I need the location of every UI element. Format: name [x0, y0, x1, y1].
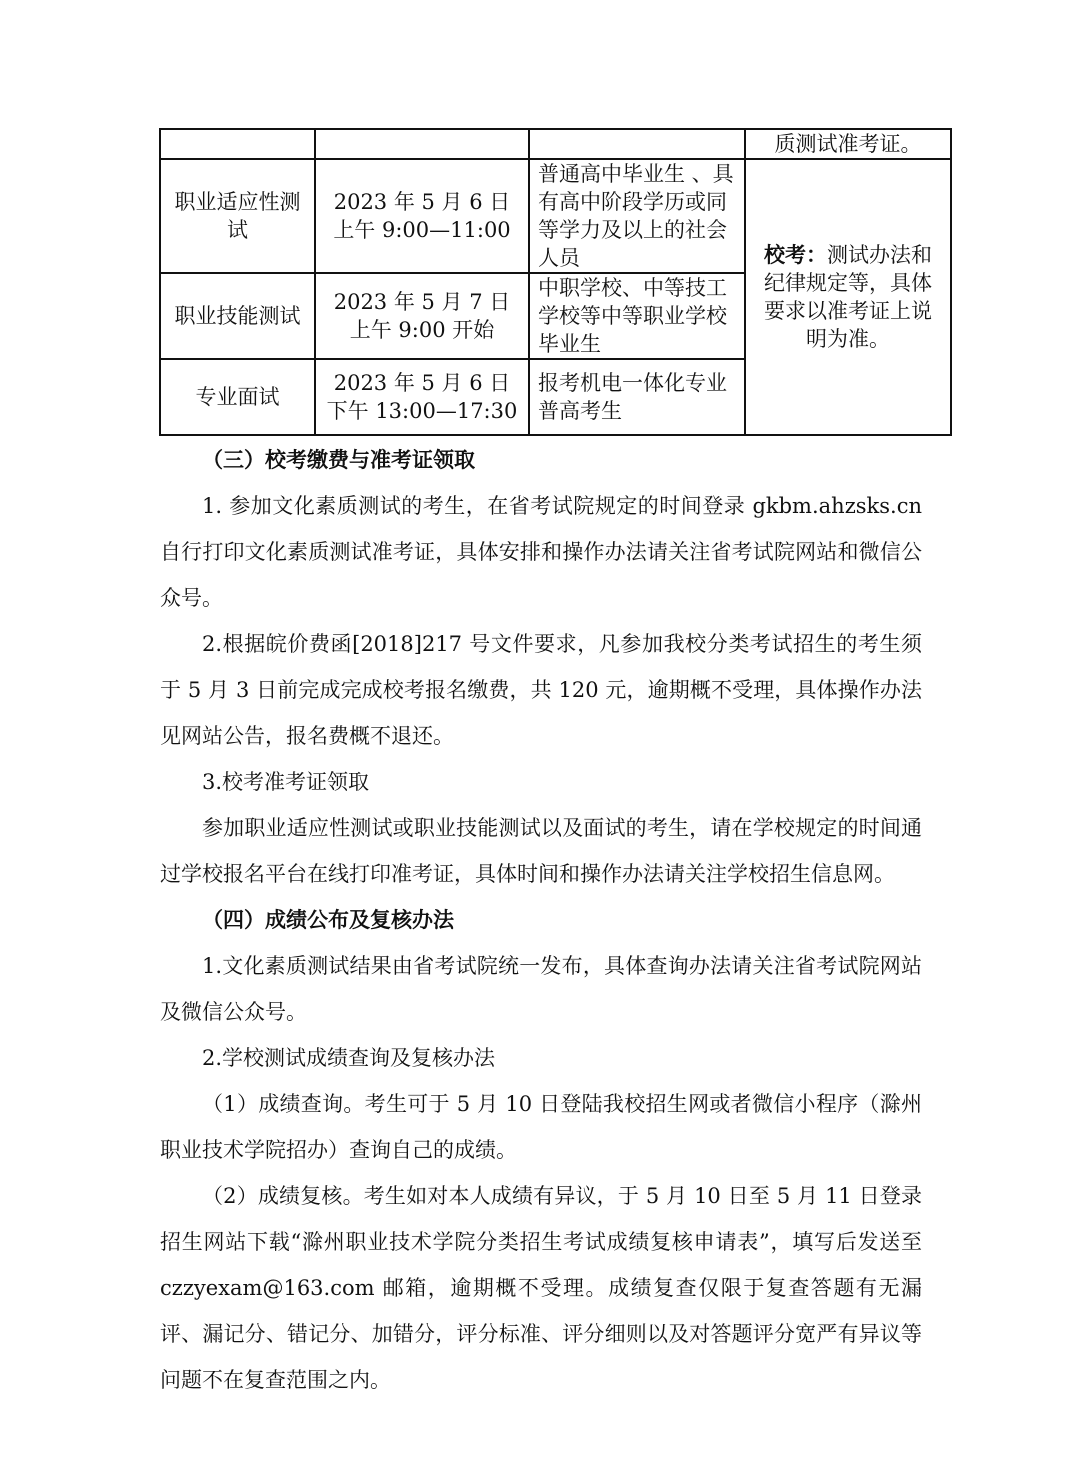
table-cell-type: 职业技能测试 — [160, 273, 315, 359]
exam-date: 2023 年 5 月 7 日 — [333, 290, 511, 314]
table-row-continuation — [160, 129, 951, 159]
table-cell-empty — [315, 129, 529, 159]
table-cell-datetime — [315, 159, 529, 273]
paragraph: 2.学校测试成绩查询及复核办法 — [202, 1046, 496, 1070]
paragraph: 参加职业适应性测试或职业技能测试以及面试的考生，请在学校规定的时间通过学校报名平台在线打印准考证，具体时间和操作办法请关注学校招生信息网。 — [160, 816, 922, 886]
table-cell-empty — [529, 129, 745, 159]
note-text: 测试办法和纪律规定等，具体要求以准考证上说明为准。 — [764, 243, 932, 351]
table-cell-datetime — [315, 359, 529, 435]
table-cell-type: 职业适应性测试 — [160, 159, 315, 273]
table-cell-target: 中职学校、中等技工学校等中等职业学校毕业生 — [529, 273, 745, 359]
paragraph: 2.根据皖价费函[2018]217 号文件要求，凡参加我校分类考试招生的考生须于 5 月 3 日前完成完成校考报名缴费，共 120 元，逾期概不受理，具体操作办法见网站公告，报名费概不退还。 — [160, 632, 922, 748]
table-cell-type: 专业面试 — [160, 359, 315, 435]
paragraph: 1. 参加文化素质测试的考生，在省考试院规定的时间登录 gkbm.ahzsks.cn 自行打印文化素质测试准考证，具体安排和操作办法请关注省考试院网站和微信公众号。 — [160, 494, 922, 610]
exam-time: 上午 9:00—11:00 — [333, 218, 511, 242]
table-row — [160, 159, 951, 273]
exam-time: 上午 9:00 开始 — [349, 318, 495, 342]
document-body — [160, 437, 922, 1403]
table-cell-notes: 质测试准考证。 — [745, 129, 951, 159]
paragraph: （1）成绩查询。考生可于 5 月 10 日登陆我校招生网或者微信小程序（滁州职业技术学院招办）查询自己的成绩。 — [160, 1092, 922, 1162]
section-heading: （四）成绩公布及复核办法 — [202, 907, 454, 932]
note-label: 校考： — [764, 242, 827, 267]
exam-date: 2023 年 5 月 6 日 — [333, 371, 511, 395]
table-cell-datetime — [315, 273, 529, 359]
table-cell-empty — [160, 129, 315, 159]
exam-time: 下午 13:00—17:30 — [326, 399, 518, 423]
paragraph: 3.校考准考证领取 — [202, 770, 370, 794]
paragraph: 1.文化素质测试结果由省考试院统一发布，具体查询办法请关注省考试院网站及微信公众号。 — [160, 954, 922, 1024]
paragraph: （2）成绩复核。考生如对本人成绩有异议，于 5 月 10 日至 5 月 11 日登录招生网站下载“滁州职业技术学院分类招生考试成绩复核申请表”，填写后发送至 czzyexam@163.com 邮箱，逾期概不受理。成绩复查仅限于复查答题有无漏评、漏记分、错记分、加错分，评分标准、评分细则以及对答题评分宽严有异议等问题不在复查范围之内。 — [160, 1184, 922, 1392]
exam-date: 2023 年 5 月 6 日 — [333, 190, 511, 214]
table-cell-target: 普通高中毕业生 、具有高中阶段学历或同等学力及以上的社会人员 — [529, 159, 745, 273]
section-heading: （三）校考缴费与准考证领取 — [202, 447, 475, 472]
table-cell-merged-note — [745, 159, 951, 435]
table-cell-target: 报考机电一体化专业普高考生 — [529, 359, 745, 435]
exam-schedule-table — [159, 128, 952, 436]
